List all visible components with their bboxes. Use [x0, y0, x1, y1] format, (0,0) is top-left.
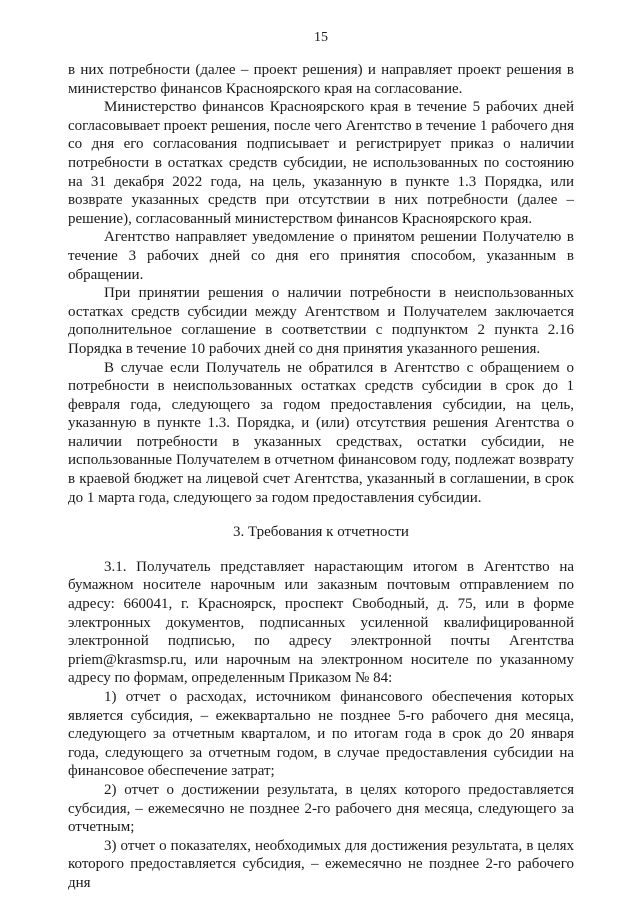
paragraph: В случае если Получатель не обратился в Агентство с обращением о потребности в неиспользованных остатках средств субсидии в срок до 1 февраля года, следующего за годом предоставления субсидии, на цель, указанную в пункте 1.3. Порядка, и (или) отсутствия решения Агентства о наличии потребности в указанных средствах, остатки субсидии, не использованные Получателем в отчетном финансовом году, подлежат возврату в краевой бюджет на лицевой счет Агентства, указанный в соглашении, в срок до 1 марта года, следующего за годом предоставления субсидии.	[68, 359, 574, 506]
paragraph: При принятии решения о наличии потребности в неиспользованных остатках средств субсидии между Агентством и Получателем заключается дополнительное соглашение в соответствии с подпунктом 2 пункта 2.16 Порядка в течение 10 рабочих дней со дня принятия указанного решения.	[68, 285, 574, 357]
list-item: 3) отчет о показателях, необходимых для достижения результата, в целях которого предоставляется субсидия, – ежемесячно не позднее 2-го рабочего дня	[68, 837, 574, 891]
list-item: 2) отчет о достижении результата, в целях которого предоставляется субсидия, – ежемесячно не позднее 2-го рабочего дня месяца, следующего за отчетным;	[68, 781, 574, 836]
section-heading: 3. Требования к отчетности	[233, 524, 409, 541]
paragraph: в них потребности (далее – проект решения) и направляет проект решения в министерство финансов Красноярского края на согласование.	[68, 62, 574, 97]
paragraph: 3.1. Получатель представляет нарастающим итогом в Агентство на бумажном носителе нарочным или заказным почтовым отправлением по адресу: 660041, г. Красноярск, проспект Свободный, д. 75, или в форме электронных документов, подписанных усиленной квалифицированной электронной подписью, по адресу электронной почты Агентства priem@krasmsp.ru, или нарочным на электронном носителе по указанному адресу по формам, определенным Приказом № 84:	[68, 558, 574, 687]
body-before-heading	[68, 61, 574, 507]
list-item: 1) отчет о расходах, источником финансового обеспечения которых является субсидия, – ежеквартально не позднее 5-го рабочего дня месяца, следующего за отчетным кварталом, и по итогам года в срок до 20 января года, следующего за отчетным годом, в случае предоставления субсидии на финансовое обеспечение затрат;	[68, 689, 574, 780]
paragraph: Агентство направляет уведомление о принятом решении Получателю в течение 3 рабочих дней со дня его принятия способом, указанным в обращении.	[68, 229, 574, 283]
paragraph: Министерство финансов Красноярского края в течение 5 рабочих дней согласовывает проект решения, после чего Агентство в течение 1 рабочего дня со дня его согласования подписывает и регистрирует приказ о наличии потребности в остатках средств субсидии, не использованных по состоянию на 31 декабря 2022 года, на цель, указанную в пункте 1.3 Порядка, или возврате указанных средств при отсутствии в них потребности (далее – решение), согласованный министерством финансов Красноярского края.	[68, 99, 574, 227]
body-after-heading	[68, 558, 574, 893]
page-number: 15	[314, 30, 328, 45]
